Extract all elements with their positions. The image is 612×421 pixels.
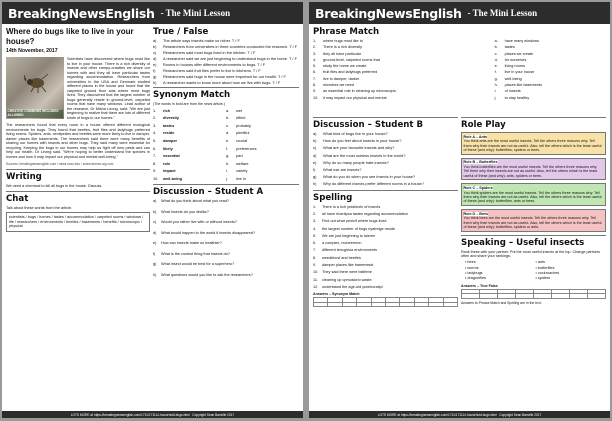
synonym-option: j. live in [226, 175, 246, 181]
synonym-option: h. welfare [226, 160, 249, 166]
list-item: • spiders [535, 276, 551, 281]
phrase-end: c. places we create [494, 51, 534, 56]
list-item: e) Rooms in houses offer different environments to bugs. T / F [153, 62, 266, 67]
left-lower-column [313, 115, 458, 409]
phrase-start: 8. microbes we need [313, 83, 354, 88]
footer-link[interactable]: LOTS MORE at https://breakingnewsenglish.com/1711/171114-household-bugs.html [70, 412, 190, 417]
divider [461, 235, 606, 236]
role-card-b [461, 158, 606, 181]
phrase-end: j. to stay healthy [494, 95, 530, 100]
list-item: a) What do you think about what you read? [153, 199, 229, 204]
phrase-end: i. of insects [494, 89, 521, 94]
list-item: a) What kind of bugs live in your house? [313, 131, 388, 136]
list-item: f) What use are insects? [313, 167, 362, 173]
list-item: 5. We are just beginning to laizree [313, 233, 376, 238]
list-item: • dragonflies [465, 276, 486, 281]
list-item: d) A researcher said we are just beginning to understand bugs in the home. T / F [153, 56, 297, 61]
phrase-end: e. living rooms [494, 64, 525, 69]
phrase-start: 10. it may impact our physical and mental [313, 95, 387, 100]
role-card-text: You think bees are the most useful insects. Tell the others three reasons why. Tell them why their insects are not as useful. Also, tell the others which is the least useful of these (and why): butterflies, spiders or ants. [463, 216, 602, 229]
role-card-a [461, 132, 606, 155]
list-item: b) Researchers from universities in three countries conducted the research. T / F [153, 44, 298, 49]
true-false-answers-table [461, 289, 606, 299]
divider [153, 87, 299, 88]
spelling-heading: Spelling [313, 192, 353, 203]
synonym-word: 2. diversity [153, 115, 180, 121]
list-item: 3. Find out what peoiclf where bugs lived [313, 219, 387, 224]
list-item: g) What do you do when you see insects in your house? [313, 174, 416, 180]
spelling-list [313, 205, 458, 290]
synonym-option: c. probably [226, 122, 251, 128]
list-item: 9. damper places like bamenesst [313, 263, 374, 267]
synonym-intro: (The words in bold are from the news article.) [153, 102, 226, 107]
footer-copyright: Copyright Sean Banville 2017 [192, 412, 235, 417]
list-item: g) What insect would be best for a superhero? [153, 262, 235, 267]
brand-subtitle: - The Mini Lesson [467, 8, 538, 18]
page-header [309, 2, 610, 24]
discussion-b-list [313, 132, 458, 187]
list-item: e) Why do so many people hate insects? [313, 159, 389, 165]
synonym-word: 5. damper [153, 137, 178, 143]
footer-link[interactable]: LOTS MORE at https://breakingnewsenglish.com/1711/171114-household-bugs.html [377, 412, 497, 417]
brand-title: BreakingNewsEnglish [315, 5, 462, 21]
synonym-answers-table [313, 297, 458, 307]
list-item: • bees [465, 260, 476, 265]
list-item: 2. all have rluaritpca tastes regarding accommodation [313, 211, 408, 216]
divider [313, 117, 458, 118]
synonym-word: 6. likely [153, 145, 173, 151]
role-card-text: You think ants are the most useful insects. Tell the others three reasons why. Tell them why their insects are not as useful. Also, tell the others which is the least useful of these (and why): butterflies, spiders or bees. [463, 139, 602, 152]
chat-heading: Chat [6, 193, 29, 204]
photo-caption: CREATIVE COMMONS INCLUDES ALLOWED [7, 110, 63, 118]
list-item: 10. They said there were bsitfene [313, 270, 372, 275]
phrase-end: a. have many windows [494, 39, 539, 43]
synonym-answers-heading: Answers – Synonym Match [313, 292, 360, 297]
list-item: 11. cleaning up cpmosicrio waste [313, 277, 372, 282]
speaking-items [461, 260, 606, 280]
synonym-word: 3. tastes [153, 122, 175, 128]
phrase-start: 5. study the home we create [313, 64, 367, 69]
list-item: • cockroaches [535, 270, 560, 275]
synonym-option: i. variety [226, 168, 248, 174]
bug-image-icon [24, 71, 50, 93]
brand-title: BreakingNewsEnglish [8, 5, 155, 21]
brand-subtitle: - The Mini Lesson [160, 8, 231, 18]
phrase-match-section [313, 27, 606, 112]
divider [461, 117, 606, 118]
divider [6, 191, 150, 192]
role-card-title: Role C – Spiders [463, 185, 493, 190]
synonym-word: 9. impact [153, 168, 176, 174]
role-card-text: You think spiders are the most useful insects. Tell the others three reasons why. Tell them why their insects are not as useful. Also, tell the others which is the least useful of these (and why): butterflies, ants or bees. [463, 190, 602, 204]
list-item: g) Researchers said bugs in the house were important for our health. T / F [153, 74, 286, 79]
article-sources: Sources: breakingnewsenglish.com / news.ncsu.edu / sciencenews.org.com [6, 162, 114, 166]
role-card-title: Role B – Butterflies [463, 160, 498, 165]
page-header [2, 2, 303, 24]
phrase-start: 4. ground-level, carpeted rooms that [313, 57, 380, 62]
list-item: d) What are the most useless insects in the world? [313, 152, 406, 158]
list-item: f) What is the coolest thing that insects do? [153, 251, 231, 256]
phrase-start: 7. live in damper, darker [313, 76, 360, 81]
speaking-heading: Speaking – Useful insects [461, 237, 585, 248]
list-item: • worms [465, 265, 479, 270]
synonym-option: b. effect [226, 115, 246, 121]
list-item: d) What would happen to the world if insects disappeared? [153, 230, 256, 235]
synonym-word: 1. rich [153, 107, 171, 113]
list-item: c) What are your favourite insects and why? [313, 145, 395, 151]
right-lower-column [461, 115, 606, 409]
divider [153, 184, 299, 185]
role-card-c [461, 183, 606, 206]
synonym-heading: Synonym Match [153, 90, 231, 101]
phrase-start: 6. fruit flies and ladybugs preferred [313, 70, 378, 75]
phrase-start: 9. an essential role in cleaning up microscopic [313, 89, 397, 94]
writing-text: We need a chemical to kill all bugs in the house. Discuss. [6, 184, 103, 188]
phrase-end: g. well-being [494, 76, 522, 81]
article-paragraph-1: Scientists have discovered where bugs most like to live in your house. There is a rich diversity of insects and other creepy-crawlies we share our homes with and they all have particular tastes regarding accommodation. Researchers from universities in the USA and Denmark studied different places in the house and found that the carpeted ground floor was where most bugs lived. They discovered that the largest number of bugs generally reside in ground-level, carpeted rooms that have many windows. Lead author of the research, Dr Misha Leong, said: "We are just beginning to realize that there are lots of different kinds of bugs in our homes." [67, 57, 150, 120]
list-item: a) The article says insects make us richer. T / F [153, 38, 240, 43]
synonym-option: d. plentiful [226, 130, 250, 136]
phrase-end: b. tastes [494, 45, 515, 50]
synonym-word: 10. well-being [153, 175, 183, 181]
list-item: e) How can insects make us healthier? [153, 241, 222, 246]
article-date: 14th November, 2017 [6, 48, 58, 54]
phrase-end: f. live in your house [494, 70, 535, 75]
list-item: 1. There is a rich yrdsiieotv of insects [313, 204, 381, 209]
article-title: Where do bugs like to live in your house? [6, 27, 134, 46]
list-item: c) Researchers said most bugs lived in the kitchen. T / F [153, 50, 256, 55]
synonym-option: g. part [226, 153, 243, 159]
answers-note: Answers to Phrase Match and Spelling are in the text. [461, 300, 542, 305]
role-card-d [461, 209, 606, 232]
phrase-match-heading: Phrase Match [313, 27, 380, 37]
role-card-text: You think butterflies are the most useful insects. Tell the others three reasons why. Tell them why their insects are not as useful. Also, tell the others which is the least useful of these (and why): ants, spiders or bees. [463, 164, 598, 178]
synonym-word: 4. reside [153, 130, 175, 136]
synonym-option: a. wet [226, 107, 243, 113]
phrase-end: h. places like basements [494, 83, 543, 88]
article-photo [6, 57, 64, 119]
chat-words: scientists / bugs / homes / tastes / accommodation / carpeted rooms / windows / life / researchers / environments / beetles / basements / benefits / microscopic / physical [6, 212, 150, 232]
phrase-match-grid [313, 39, 606, 102]
synonym-word: 7. essential [153, 153, 180, 159]
divider [313, 190, 458, 191]
article-column [6, 27, 150, 409]
list-item: • ladybugs [465, 270, 483, 275]
page-1 [2, 2, 303, 418]
divider [6, 169, 150, 170]
list-item: 8. weedbhcsf and beetles [313, 255, 361, 260]
role-card-title: Role A – Ants [463, 134, 488, 139]
true-false-answers-heading: Answers – True False [461, 283, 498, 288]
true-false-list [153, 39, 299, 85]
synonym-option: e. crucial [226, 137, 248, 143]
phrase-end: d. for ourselves [494, 57, 527, 62]
list-item: c) Would you rather live with or without insects? [153, 220, 237, 225]
phrase-start: 1. where bugs most like to [313, 39, 363, 43]
discussion-a-heading: Discussion – Student A [153, 187, 264, 198]
list-item: h) A researcher wants to know more about how we live with bugs. T / F [153, 80, 281, 85]
page-footer [2, 411, 303, 418]
list-item: b) What insects do you dislike? [153, 209, 209, 214]
chat-intro: Talk about these words from the article. [6, 205, 73, 210]
role-card-title: Role D – Bees [463, 211, 489, 216]
synonym-grid [153, 109, 299, 182]
list-item: h) Why do different insects prefer different rooms in a house? [313, 181, 424, 187]
role-play-heading: Role Play [461, 120, 506, 130]
true-false-heading: True / False [153, 27, 209, 37]
list-item: • ants [535, 260, 546, 265]
list-item: 4. the largest number of bugs nyalrelge reside [313, 226, 396, 231]
list-item: f) Researchers said fruit flies prefer to live in kitchens. T / F [153, 68, 261, 73]
phrase-start: 2. There is a rich diversity [313, 45, 363, 50]
page-footer [309, 411, 610, 418]
footer-copyright: Copyright Sean Banville 2017 [499, 412, 542, 417]
discussion-a-list [153, 199, 299, 277]
exercise-column [153, 27, 299, 409]
speaking-intro: Rank these with your partner. Put the most useful insects at the top. Change partners often and share your rankings. [461, 249, 600, 259]
writing-heading: Writing [6, 172, 42, 182]
article-paragraph-2: The researchers found that every room in a house offered different ecological environments for bugs. They found that beetles, fruit flies and ladybugs preferred living rooms. Spiders, ants, centipedes and beetles were more likely to live in damper, darker places like basements. The researchers said there were many benefits of sharing our homes with insects and other bugs. They said many were essential for recycling. Keeping the bugs in our homes may help us fight off new pests and can help our health. Dr Leong said, "We're hoping to better understand the species in homes and how it may impact our physical and mental well-being." [6, 123, 150, 159]
discussion-b-heading: Discussion – Student B [313, 120, 424, 130]
list-item: 7. different tencglrioa environments [313, 248, 378, 253]
list-item: • butterflies [535, 265, 555, 270]
page-2 [309, 2, 610, 418]
list-item: 6. a complex, rioioeermnn [313, 241, 362, 246]
phrase-start: 3. they all have particular [313, 51, 361, 56]
list-item: b) How do you feel about insects in your house? [313, 138, 402, 144]
synonym-option: f. preferences [226, 145, 257, 151]
synonym-word: 8. role [153, 160, 171, 166]
list-item: h) What questions would you like to ask the researchers? [153, 272, 253, 277]
list-item: 12. understand the age-old ysnehoratipl [313, 284, 383, 289]
